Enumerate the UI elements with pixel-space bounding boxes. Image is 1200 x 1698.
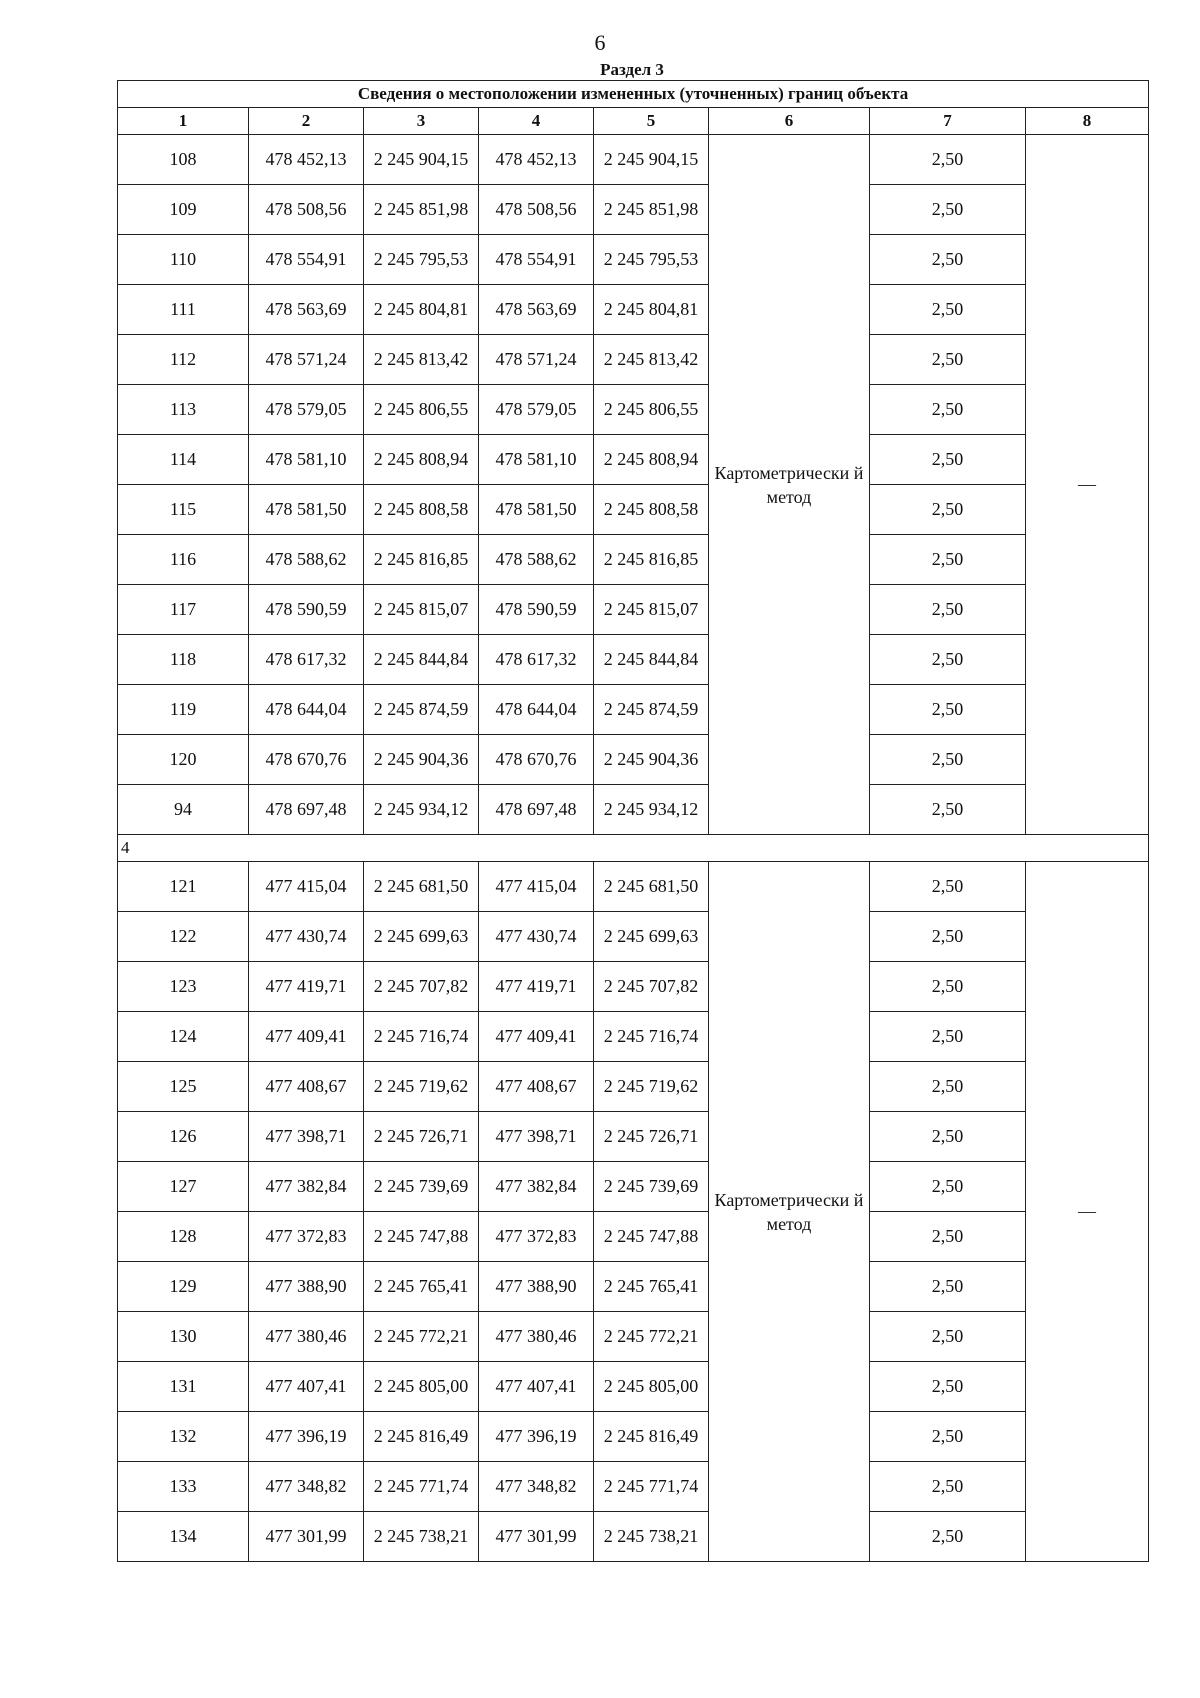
y-existing-cell: 2 245 795,53 [364, 235, 479, 285]
x-refined-cell: 478 554,91 [479, 235, 594, 285]
y-existing-cell: 2 245 874,59 [364, 685, 479, 735]
y-existing-cell: 2 245 765,41 [364, 1262, 479, 1312]
table-row [118, 962, 1149, 1012]
table-row [118, 785, 1149, 835]
point-number-cell: 118 [118, 635, 249, 685]
table-title: Сведения о местоположении измененных (уточненных) границ объекта [118, 81, 1149, 108]
x-refined-cell: 478 697,48 [479, 785, 594, 835]
table-row [118, 235, 1149, 285]
y-refined-cell: 2 245 726,71 [594, 1112, 709, 1162]
accuracy-cell: 2,50 [870, 635, 1026, 685]
accuracy-cell: 2,50 [870, 1162, 1026, 1212]
x-existing-cell: 477 407,41 [249, 1362, 364, 1412]
x-existing-cell: 477 301,99 [249, 1512, 364, 1562]
x-existing-cell: 478 670,76 [249, 735, 364, 785]
accuracy-cell: 2,50 [870, 1062, 1026, 1112]
y-refined-cell: 2 245 681,50 [594, 862, 709, 912]
x-refined-cell: 477 398,71 [479, 1112, 594, 1162]
accuracy-cell: 2,50 [870, 912, 1026, 962]
accuracy-cell: 2,50 [870, 962, 1026, 1012]
x-existing-cell: 477 430,74 [249, 912, 364, 962]
table-row [118, 1412, 1149, 1462]
x-existing-cell: 477 372,83 [249, 1212, 364, 1262]
x-refined-cell: 477 301,99 [479, 1512, 594, 1562]
column-header: 1 [118, 108, 249, 135]
y-refined-cell: 2 245 904,15 [594, 135, 709, 185]
x-existing-cell: 478 581,10 [249, 435, 364, 485]
table-row [118, 435, 1149, 485]
note-cell: — [1026, 862, 1149, 1562]
y-existing-cell: 2 245 804,81 [364, 285, 479, 335]
accuracy-cell: 2,50 [870, 435, 1026, 485]
point-number-cell: 127 [118, 1162, 249, 1212]
point-number-cell: 129 [118, 1262, 249, 1312]
point-number-cell: 133 [118, 1462, 249, 1512]
table-row [118, 912, 1149, 962]
y-refined-cell: 2 245 739,69 [594, 1162, 709, 1212]
table-row [118, 1162, 1149, 1212]
table-row [118, 485, 1149, 535]
x-existing-cell: 478 508,56 [249, 185, 364, 235]
point-number-cell: 130 [118, 1312, 249, 1362]
note-cell: — [1026, 135, 1149, 835]
y-existing-cell: 2 245 816,85 [364, 535, 479, 585]
table-row [118, 635, 1149, 685]
table-row [118, 862, 1149, 912]
point-number-cell: 122 [118, 912, 249, 962]
table-row [118, 1362, 1149, 1412]
column-header: 6 [709, 108, 870, 135]
y-existing-cell: 2 245 816,49 [364, 1412, 479, 1462]
y-refined-cell: 2 245 804,81 [594, 285, 709, 335]
table-row [118, 1312, 1149, 1362]
x-existing-cell: 477 388,90 [249, 1262, 364, 1312]
y-existing-cell: 2 245 805,00 [364, 1362, 479, 1412]
y-existing-cell: 2 245 934,12 [364, 785, 479, 835]
y-existing-cell: 2 245 904,36 [364, 735, 479, 785]
x-existing-cell: 478 452,13 [249, 135, 364, 185]
x-refined-cell: 477 380,46 [479, 1312, 594, 1362]
x-refined-cell: 477 407,41 [479, 1362, 594, 1412]
y-refined-cell: 2 245 805,00 [594, 1362, 709, 1412]
y-refined-cell: 2 245 699,63 [594, 912, 709, 962]
x-refined-cell: 478 590,59 [479, 585, 594, 635]
y-existing-cell: 2 245 806,55 [364, 385, 479, 435]
accuracy-cell: 2,50 [870, 685, 1026, 735]
y-existing-cell: 2 245 844,84 [364, 635, 479, 685]
x-refined-cell: 478 588,62 [479, 535, 594, 585]
accuracy-cell: 2,50 [870, 535, 1026, 585]
accuracy-cell: 2,50 [870, 1512, 1026, 1562]
accuracy-cell: 2,50 [870, 335, 1026, 385]
accuracy-cell: 2,50 [870, 785, 1026, 835]
accuracy-cell: 2,50 [870, 1462, 1026, 1512]
point-number-cell: 120 [118, 735, 249, 785]
accuracy-cell: 2,50 [870, 1312, 1026, 1362]
column-header: 5 [594, 108, 709, 135]
point-number-cell: 111 [118, 285, 249, 335]
y-existing-cell: 2 245 716,74 [364, 1012, 479, 1062]
accuracy-cell: 2,50 [870, 1412, 1026, 1462]
column-header: 2 [249, 108, 364, 135]
y-refined-cell: 2 245 844,84 [594, 635, 709, 685]
accuracy-cell: 2,50 [870, 585, 1026, 635]
point-number-cell: 115 [118, 485, 249, 535]
point-number-cell: 108 [118, 135, 249, 185]
y-existing-cell: 2 245 808,58 [364, 485, 479, 535]
table-row [118, 335, 1149, 385]
y-existing-cell: 2 245 815,07 [364, 585, 479, 635]
x-existing-cell: 477 382,84 [249, 1162, 364, 1212]
x-refined-cell: 477 419,71 [479, 962, 594, 1012]
table-row [118, 1012, 1149, 1062]
point-number-cell: 128 [118, 1212, 249, 1262]
y-refined-cell: 2 245 806,55 [594, 385, 709, 435]
x-refined-cell: 477 348,82 [479, 1462, 594, 1512]
y-existing-cell: 2 245 771,74 [364, 1462, 479, 1512]
x-refined-cell: 477 408,67 [479, 1062, 594, 1112]
x-refined-cell: 478 563,69 [479, 285, 594, 335]
section-title: Раздел 3 [600, 60, 664, 79]
y-refined-cell: 2 245 738,21 [594, 1512, 709, 1562]
x-refined-cell: 478 670,76 [479, 735, 594, 785]
accuracy-cell: 2,50 [870, 1262, 1026, 1312]
table-row [118, 535, 1149, 585]
x-existing-cell: 477 419,71 [249, 962, 364, 1012]
point-number-cell: 132 [118, 1412, 249, 1462]
x-refined-cell: 477 415,04 [479, 862, 594, 912]
point-number-cell: 125 [118, 1062, 249, 1112]
y-refined-cell: 2 245 808,94 [594, 435, 709, 485]
y-refined-cell: 2 245 808,58 [594, 485, 709, 535]
y-existing-cell: 2 245 681,50 [364, 862, 479, 912]
x-existing-cell: 477 380,46 [249, 1312, 364, 1362]
accuracy-cell: 2,50 [870, 185, 1026, 235]
point-number-cell: 110 [118, 235, 249, 285]
x-existing-cell: 478 563,69 [249, 285, 364, 335]
y-existing-cell: 2 245 738,21 [364, 1512, 479, 1562]
y-existing-cell: 2 245 747,88 [364, 1212, 479, 1262]
x-existing-cell: 478 644,04 [249, 685, 364, 735]
table-row [118, 1262, 1149, 1312]
x-refined-cell: 477 382,84 [479, 1162, 594, 1212]
table-row [118, 135, 1149, 185]
x-refined-cell: 478 579,05 [479, 385, 594, 435]
y-refined-cell: 2 245 815,07 [594, 585, 709, 635]
point-number-cell: 123 [118, 962, 249, 1012]
x-existing-cell: 478 697,48 [249, 785, 364, 835]
table-row [118, 685, 1149, 735]
y-existing-cell: 2 245 772,21 [364, 1312, 479, 1362]
accuracy-cell: 2,50 [870, 135, 1026, 185]
table-row [118, 1212, 1149, 1262]
point-number-cell: 134 [118, 1512, 249, 1562]
x-existing-cell: 478 554,91 [249, 235, 364, 285]
x-refined-cell: 478 581,10 [479, 435, 594, 485]
column-header: 7 [870, 108, 1026, 135]
y-refined-cell: 2 245 716,74 [594, 1012, 709, 1062]
y-existing-cell: 2 245 808,94 [364, 435, 479, 485]
y-refined-cell: 2 245 772,21 [594, 1312, 709, 1362]
x-existing-cell: 478 579,05 [249, 385, 364, 435]
x-refined-cell: 478 617,32 [479, 635, 594, 685]
point-number-cell: 126 [118, 1112, 249, 1162]
page-number: 6 [594, 30, 606, 55]
y-refined-cell: 2 245 795,53 [594, 235, 709, 285]
table-row [118, 585, 1149, 635]
accuracy-cell: 2,50 [870, 1212, 1026, 1262]
y-refined-cell: 2 245 719,62 [594, 1062, 709, 1112]
x-refined-cell: 477 372,83 [479, 1212, 594, 1262]
point-number-cell: 117 [118, 585, 249, 635]
y-existing-cell: 2 245 851,98 [364, 185, 479, 235]
table-row [118, 735, 1149, 785]
point-number-cell: 94 [118, 785, 249, 835]
point-number-cell: 131 [118, 1362, 249, 1412]
x-existing-cell: 478 588,62 [249, 535, 364, 585]
y-refined-cell: 2 245 851,98 [594, 185, 709, 235]
accuracy-cell: 2,50 [870, 235, 1026, 285]
point-number-cell: 113 [118, 385, 249, 435]
column-header: 4 [479, 108, 594, 135]
x-refined-cell: 477 388,90 [479, 1262, 594, 1312]
y-refined-cell: 2 245 874,59 [594, 685, 709, 735]
point-number-cell: 116 [118, 535, 249, 585]
group-label: 4 [118, 835, 1149, 862]
point-number-cell: 124 [118, 1012, 249, 1062]
accuracy-cell: 2,50 [870, 735, 1026, 785]
x-refined-cell: 477 409,41 [479, 1012, 594, 1062]
accuracy-cell: 2,50 [870, 485, 1026, 535]
point-number-cell: 121 [118, 862, 249, 912]
y-refined-cell: 2 245 816,49 [594, 1412, 709, 1462]
y-refined-cell: 2 245 816,85 [594, 535, 709, 585]
accuracy-cell: 2,50 [870, 385, 1026, 435]
x-existing-cell: 478 590,59 [249, 585, 364, 635]
accuracy-cell: 2,50 [870, 1012, 1026, 1062]
coordinates-table [117, 80, 1149, 1562]
accuracy-cell: 2,50 [870, 862, 1026, 912]
table-row [118, 1512, 1149, 1562]
x-refined-cell: 477 396,19 [479, 1412, 594, 1462]
y-refined-cell: 2 245 771,74 [594, 1462, 709, 1512]
table-row [118, 1112, 1149, 1162]
x-existing-cell: 478 617,32 [249, 635, 364, 685]
x-existing-cell: 477 408,67 [249, 1062, 364, 1112]
y-existing-cell: 2 245 699,63 [364, 912, 479, 962]
y-existing-cell: 2 245 707,82 [364, 962, 479, 1012]
x-existing-cell: 478 571,24 [249, 335, 364, 385]
x-refined-cell: 478 452,13 [479, 135, 594, 185]
table-row [118, 1462, 1149, 1512]
y-existing-cell: 2 245 739,69 [364, 1162, 479, 1212]
table-row [118, 185, 1149, 235]
x-refined-cell: 477 430,74 [479, 912, 594, 962]
y-refined-cell: 2 245 707,82 [594, 962, 709, 1012]
x-refined-cell: 478 644,04 [479, 685, 594, 735]
y-existing-cell: 2 245 726,71 [364, 1112, 479, 1162]
point-number-cell: 112 [118, 335, 249, 385]
accuracy-cell: 2,50 [870, 285, 1026, 335]
x-existing-cell: 477 396,19 [249, 1412, 364, 1462]
column-header: 3 [364, 108, 479, 135]
y-refined-cell: 2 245 747,88 [594, 1212, 709, 1262]
y-refined-cell: 2 245 934,12 [594, 785, 709, 835]
method-cell: Картометрически й метод [709, 862, 870, 1562]
method-cell: Картометрически й метод [709, 135, 870, 835]
x-refined-cell: 478 571,24 [479, 335, 594, 385]
point-number-cell: 114 [118, 435, 249, 485]
column-header: 8 [1026, 108, 1149, 135]
x-refined-cell: 478 581,50 [479, 485, 594, 535]
y-refined-cell: 2 245 813,42 [594, 335, 709, 385]
accuracy-cell: 2,50 [870, 1362, 1026, 1412]
y-existing-cell: 2 245 813,42 [364, 335, 479, 385]
y-existing-cell: 2 245 904,15 [364, 135, 479, 185]
point-number-cell: 119 [118, 685, 249, 735]
group-label-row [118, 835, 1149, 862]
x-refined-cell: 478 508,56 [479, 185, 594, 235]
y-existing-cell: 2 245 719,62 [364, 1062, 479, 1112]
x-existing-cell: 477 348,82 [249, 1462, 364, 1512]
table-row [118, 385, 1149, 435]
x-existing-cell: 477 409,41 [249, 1012, 364, 1062]
y-refined-cell: 2 245 904,36 [594, 735, 709, 785]
x-existing-cell: 477 398,71 [249, 1112, 364, 1162]
y-refined-cell: 2 245 765,41 [594, 1262, 709, 1312]
table-row [118, 1062, 1149, 1112]
accuracy-cell: 2,50 [870, 1112, 1026, 1162]
x-existing-cell: 478 581,50 [249, 485, 364, 535]
table-row [118, 285, 1149, 335]
point-number-cell: 109 [118, 185, 249, 235]
x-existing-cell: 477 415,04 [249, 862, 364, 912]
